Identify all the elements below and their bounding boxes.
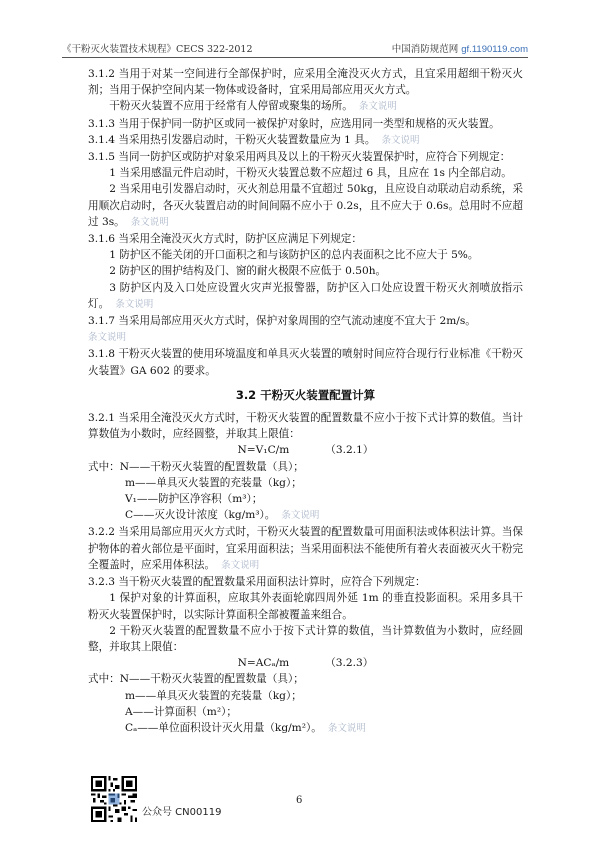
clause-text: 3.1.7 当采用局部应用灭火方式时，保护对象周围的空气流动速度不宜大于 2m/s。	[88, 315, 476, 328]
clause-3-1-8	[88, 346, 523, 378]
page-number: 6	[296, 795, 303, 806]
clause-3-2-3-item-1	[88, 590, 523, 622]
formula-legend	[88, 671, 523, 687]
legend-text: m——单具灭火装置的充装量（kg）；	[125, 476, 302, 489]
formula-legend	[88, 507, 523, 524]
commentary-link[interactable]: 条文说明	[88, 332, 127, 344]
commentary-link[interactable]: 条文说明	[221, 559, 260, 571]
legend-text: A——计算面积（m²）；	[125, 705, 237, 718]
clause-text: 1 保护对象的计算面积，应取其外表面轮廓四周外延 1m 的垂直投影面积。采用多具干粉灭火装置保护时，以实际计算面积全部被覆盖来组合。	[88, 592, 523, 621]
clause-text: 2 干粉灭火装置的配置数量不应小于按下式计算的数值，当计算数值为小数时，应经圆整，并取其上限值：	[88, 624, 523, 653]
formula-legend	[88, 688, 523, 704]
header-site	[392, 41, 528, 55]
clause-3-1-6-item-1	[88, 247, 523, 263]
header-document-title: 《干粉灭火装置技术规程》CECS 322-2012	[62, 44, 253, 55]
legend-text: Cₐ——单位面积设计灭火用量（kg/m²）。	[125, 721, 322, 734]
clause-text: 3.1.4 当采用热引发器启动时，干粉灭火装置数量应为 1 具。	[88, 133, 376, 146]
clause-3-2-3-item-2	[88, 623, 523, 655]
clause-3-2-3	[88, 574, 523, 590]
clause-3-1-5	[88, 149, 523, 165]
clause-3-1-6	[88, 231, 523, 247]
clause-text: 2 当采用电引发器启动时，灭火剂总用量不宜超过 50kg，且应设自动联动启动系统，采用顺次启动时，各灭火装置启动的时间间隔不应小于 0.2s，且不应大于 0.6s。总用时不应超过 3s。	[88, 183, 523, 228]
commentary-link[interactable]: 条文说明	[130, 216, 169, 228]
formula-3-2-3	[88, 655, 523, 671]
clause-text: 3.2.2 当采用局部应用灭火方式时，干粉灭火装置的配置数量可用面积法或体积法计算。当保护物体的着火部位是平面时，宜采用面积法；当采用面积法不能使所有着火表面被灭火干粉完全覆盖时，应采用体积法。	[88, 526, 523, 571]
clause-text: 干粉灭火装置不应用于经常有人停留或聚集的场所。	[109, 100, 353, 113]
legend-text: 式中：N——干粉灭火装置的配置数量（具）；	[88, 673, 304, 686]
section-title: 3.2 干粉灭火装置配置计算	[235, 387, 376, 402]
header-site-name: 中国消防规范网	[391, 44, 459, 55]
commentary-link[interactable]: 条文说明	[115, 298, 154, 310]
commentary-link[interactable]: 条文说明	[381, 134, 420, 146]
clause-3-1-2-extra	[88, 98, 523, 115]
clause-3-1-5-item-2	[88, 181, 523, 231]
formula-number: （3.2.3）	[325, 657, 374, 670]
legend-text: 式中：N——干粉灭火装置的配置数量（具）；	[88, 460, 304, 473]
clause-3-1-5-item-1	[88, 165, 523, 181]
formula-legend	[88, 491, 523, 507]
clause-3-1-6-item-3	[88, 280, 523, 313]
formula-number: （3.2.1）	[325, 444, 374, 457]
formula-legend	[88, 475, 523, 491]
page-header	[62, 41, 528, 57]
clause-text: 1 当采用感温元件启动时，干粉灭火装置总数不应超过 6 具，且应在 1s 内全部启动。	[109, 167, 512, 180]
commentary-link[interactable]: 条文说明	[327, 722, 366, 734]
legend-text: C——灭火设计浓度（kg/m³）。	[125, 509, 276, 522]
clause-3-2-2	[88, 524, 523, 574]
header-site-url[interactable]: gf.1190119.com	[461, 44, 528, 55]
clause-text: 1 防护区不能关闭的开口面积之和与该防护区的总内表面积之比不应大于 5%。	[109, 249, 479, 262]
clause-3-1-3	[88, 116, 523, 132]
formula-expression: N=ACₐ/m	[237, 657, 290, 670]
formula-legend	[88, 459, 523, 475]
formula-legend	[88, 720, 523, 737]
clause-text: 3 防护区内及入口处应设置火灾声光报警器，防护区入口处应设置干粉灭火剂喷放指示灯。	[88, 281, 523, 310]
clause-3-1-7	[88, 313, 523, 329]
clause-3-2-1	[88, 410, 523, 442]
clause-3-1-6-item-2	[88, 263, 523, 279]
clause-text: 3.2.3 当干粉灭火装置的配置数量采用面积法计算时，应符合下列规定：	[88, 576, 426, 589]
formula-expression: N=V₁C/m	[237, 444, 290, 457]
commentary-link[interactable]: 条文说明	[281, 510, 320, 522]
page-body	[88, 66, 523, 737]
clause-text: 3.2.1 当采用全淹没灭火方式时，干粉灭火装置的配置数量不应小于按下式计算的数值。当计算数值为小数时，应经圆整，并取其上限值：	[88, 412, 523, 441]
clause-text: 3.1.3 当用于保护同一防护区或同一被保护对象时，应选用同一类型和规格的灭火装置。	[88, 117, 500, 130]
clause-text: 2 防护区的围护结构及门、窗的耐火极限不应低于 0.50h。	[109, 265, 387, 278]
legend-text: m——单具灭火装置的充装量（kg）；	[125, 689, 302, 702]
formula-3-2-1	[88, 442, 523, 458]
wechat-account-label: 公众号 CN00119	[142, 807, 222, 818]
legend-text: V₁——防护区净容积（m³）；	[125, 493, 263, 506]
clause-3-1-2	[88, 66, 523, 98]
formula-legend	[88, 704, 523, 720]
clause-text: 3.1.2 当用于对某一空间进行全部保护时，应采用全淹没灭火方式，且宜采用超细干粉灭火剂；当用于保护空间内某一物体或设备时，宜采用局部应用灭火方式。	[88, 68, 523, 97]
clause-text: 3.1.6 当采用全淹没灭火方式时，防护区应满足下列规定：	[88, 233, 362, 246]
clause-3-1-4	[88, 132, 523, 149]
clause-text: 3.1.5 当同一防护区或防护对象采用两具及以上的干粉灭火装置保护时，应符合下列规定：	[88, 151, 511, 164]
header-rule	[62, 57, 528, 58]
qr-code-icon	[91, 776, 137, 822]
commentary-link[interactable]: 条文说明	[358, 101, 397, 113]
commentary-line	[88, 329, 523, 346]
clause-text: 3.1.8 干粉灭火装置的使用环境温度和单具灭火装置的喷射时间应符合现行行业标准《干粉灭火装置》GA 602 的要求。	[88, 348, 523, 377]
